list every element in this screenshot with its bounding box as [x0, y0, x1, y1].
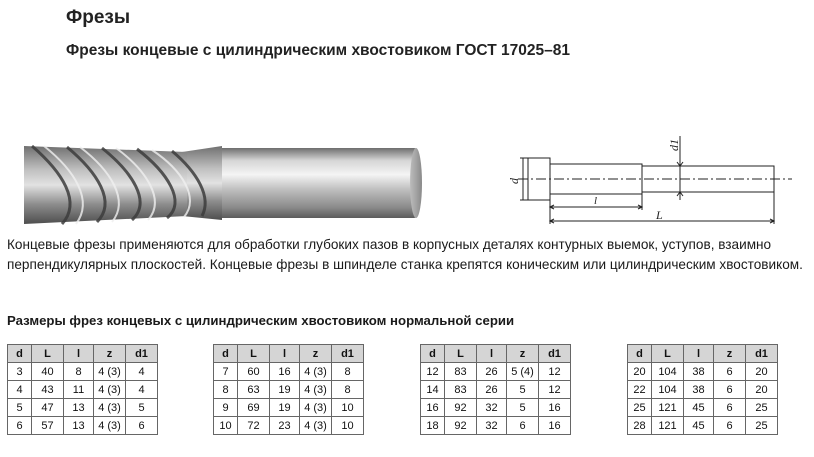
- table-cell: 25: [628, 399, 652, 417]
- drawing-label-d: d: [507, 178, 521, 184]
- table-cell: 6: [126, 417, 158, 435]
- table-row: [421, 381, 571, 399]
- table-cell: 4 (3): [300, 417, 332, 435]
- column-header: d1: [746, 345, 778, 363]
- dimension-table: [420, 344, 571, 435]
- table-cell: 16: [270, 363, 300, 381]
- table-cell: 38: [684, 381, 714, 399]
- table-cell: 26: [477, 381, 507, 399]
- table-row: [421, 399, 571, 417]
- column-header: l: [270, 345, 300, 363]
- table-cell: 4 (3): [94, 399, 126, 417]
- column-header: z: [507, 345, 539, 363]
- table-cell: 14: [421, 381, 445, 399]
- drawing-label-l: l: [594, 195, 598, 207]
- table-cell: 6: [714, 399, 746, 417]
- table-cell: 63: [238, 381, 270, 399]
- table-cell: 5: [507, 381, 539, 399]
- table-cell: 26: [477, 363, 507, 381]
- table-cell: 5: [8, 399, 32, 417]
- table-row: [628, 381, 778, 399]
- table-cell: 38: [684, 363, 714, 381]
- column-header: d1: [332, 345, 364, 363]
- table-row: [8, 381, 158, 399]
- table-cell: 32: [477, 399, 507, 417]
- table-cell: 22: [628, 381, 652, 399]
- table-cell: 69: [238, 399, 270, 417]
- table-cell: 4 (3): [94, 417, 126, 435]
- page-title: Фрезы: [66, 7, 131, 28]
- table-cell: 8: [64, 363, 94, 381]
- table-cell: 19: [270, 399, 300, 417]
- table-cell: 20: [746, 381, 778, 399]
- table-cell: 4: [126, 381, 158, 399]
- table-cell: 16: [421, 399, 445, 417]
- table-cell: 5: [507, 399, 539, 417]
- table-cell: 4 (3): [94, 363, 126, 381]
- table-cell: 121: [652, 417, 684, 435]
- table-cell: 28: [628, 417, 652, 435]
- column-header: l: [477, 345, 507, 363]
- column-header: z: [300, 345, 332, 363]
- table-cell: 57: [32, 417, 64, 435]
- table-cell: 13: [64, 399, 94, 417]
- column-header: L: [238, 345, 270, 363]
- column-header: d1: [539, 345, 571, 363]
- table-cell: 4 (3): [300, 363, 332, 381]
- table-cell: 23: [270, 417, 300, 435]
- table-cell: 6: [714, 417, 746, 435]
- table-cell: 3: [8, 363, 32, 381]
- table-row: [8, 399, 158, 417]
- table-cell: 45: [684, 399, 714, 417]
- table-cell: 10: [332, 399, 364, 417]
- column-header: d: [214, 345, 238, 363]
- table-row: [421, 417, 571, 435]
- column-header: d1: [126, 345, 158, 363]
- table-caption: Размеры фрез концевых с цилиндрическим хвостовиком нормальной серии: [7, 313, 515, 328]
- table-cell: 4 (3): [300, 399, 332, 417]
- drawing-label-d1: d1: [667, 139, 681, 151]
- table-cell: 104: [652, 363, 684, 381]
- table-row: [214, 363, 364, 381]
- table-cell: 7: [214, 363, 238, 381]
- table-cell: 20: [628, 363, 652, 381]
- table-cell: 32: [477, 417, 507, 435]
- table-cell: 72: [238, 417, 270, 435]
- end-mill-photo: [22, 132, 426, 236]
- column-header: d: [628, 345, 652, 363]
- table-cell: 10: [332, 417, 364, 435]
- table-cell: 13: [64, 417, 94, 435]
- end-mill-drawing: [506, 126, 798, 230]
- table-cell: 11: [64, 381, 94, 399]
- table-cell: 5 (4): [507, 363, 539, 381]
- table-cell: 43: [32, 381, 64, 399]
- table-cell: 4 (3): [94, 381, 126, 399]
- table-cell: 12: [539, 381, 571, 399]
- table-cell: 20: [746, 363, 778, 381]
- table-cell: 5: [126, 399, 158, 417]
- table-cell: 18: [421, 417, 445, 435]
- table-cell: 6: [507, 417, 539, 435]
- description-text: Концевые фрезы применяются для обработки глубоких пазов в корпусных деталях контурных выемок, уступов, взаимно перпендикулярных плоскостей. Концевые фрезы в шпинделе станка крепятся коническим или цилиндрическим хвостовиком.: [7, 237, 803, 272]
- table-cell: 16: [539, 417, 571, 435]
- table-cell: 8: [214, 381, 238, 399]
- table-cell: 6: [714, 363, 746, 381]
- table-cell: 10: [214, 417, 238, 435]
- drawing-label-L: L: [656, 208, 663, 222]
- table-cell: 83: [445, 363, 477, 381]
- column-header: L: [652, 345, 684, 363]
- table-row: [214, 417, 364, 435]
- table-cell: 4 (3): [300, 381, 332, 399]
- page-subtitle: Фрезы концевые с цилиндрическим хвостовиком ГОСТ 17025–81: [66, 42, 570, 59]
- table-row: [628, 363, 778, 381]
- table-cell: 92: [445, 417, 477, 435]
- table-cell: 25: [746, 417, 778, 435]
- table-row: [628, 399, 778, 417]
- table-cell: 40: [32, 363, 64, 381]
- table-cell: 6: [8, 417, 32, 435]
- table-row: [214, 381, 364, 399]
- table-cell: 6: [714, 381, 746, 399]
- column-header: l: [684, 345, 714, 363]
- table-row: [8, 363, 158, 381]
- table-cell: 104: [652, 381, 684, 399]
- table-cell: 12: [421, 363, 445, 381]
- table-cell: 12: [539, 363, 571, 381]
- dimension-table: [627, 344, 778, 435]
- table-cell: 121: [652, 399, 684, 417]
- table-cell: 25: [746, 399, 778, 417]
- column-header: L: [445, 345, 477, 363]
- table-row: [628, 417, 778, 435]
- table-cell: 45: [684, 417, 714, 435]
- table-cell: 9: [214, 399, 238, 417]
- column-header: z: [94, 345, 126, 363]
- column-header: l: [64, 345, 94, 363]
- column-header: d: [8, 345, 32, 363]
- dimension-table: [7, 344, 158, 435]
- table-row: [421, 363, 571, 381]
- column-header: L: [32, 345, 64, 363]
- table-cell: 83: [445, 381, 477, 399]
- table-row: [8, 417, 158, 435]
- table-cell: 19: [270, 381, 300, 399]
- table-cell: 60: [238, 363, 270, 381]
- table-cell: 92: [445, 399, 477, 417]
- column-header: d: [421, 345, 445, 363]
- table-cell: 4: [8, 381, 32, 399]
- column-header: z: [714, 345, 746, 363]
- table-cell: 16: [539, 399, 571, 417]
- dimension-table: [213, 344, 364, 435]
- table-cell: 8: [332, 381, 364, 399]
- table-cell: 47: [32, 399, 64, 417]
- table-cell: 8: [332, 363, 364, 381]
- table-row: [214, 399, 364, 417]
- table-cell: 4: [126, 363, 158, 381]
